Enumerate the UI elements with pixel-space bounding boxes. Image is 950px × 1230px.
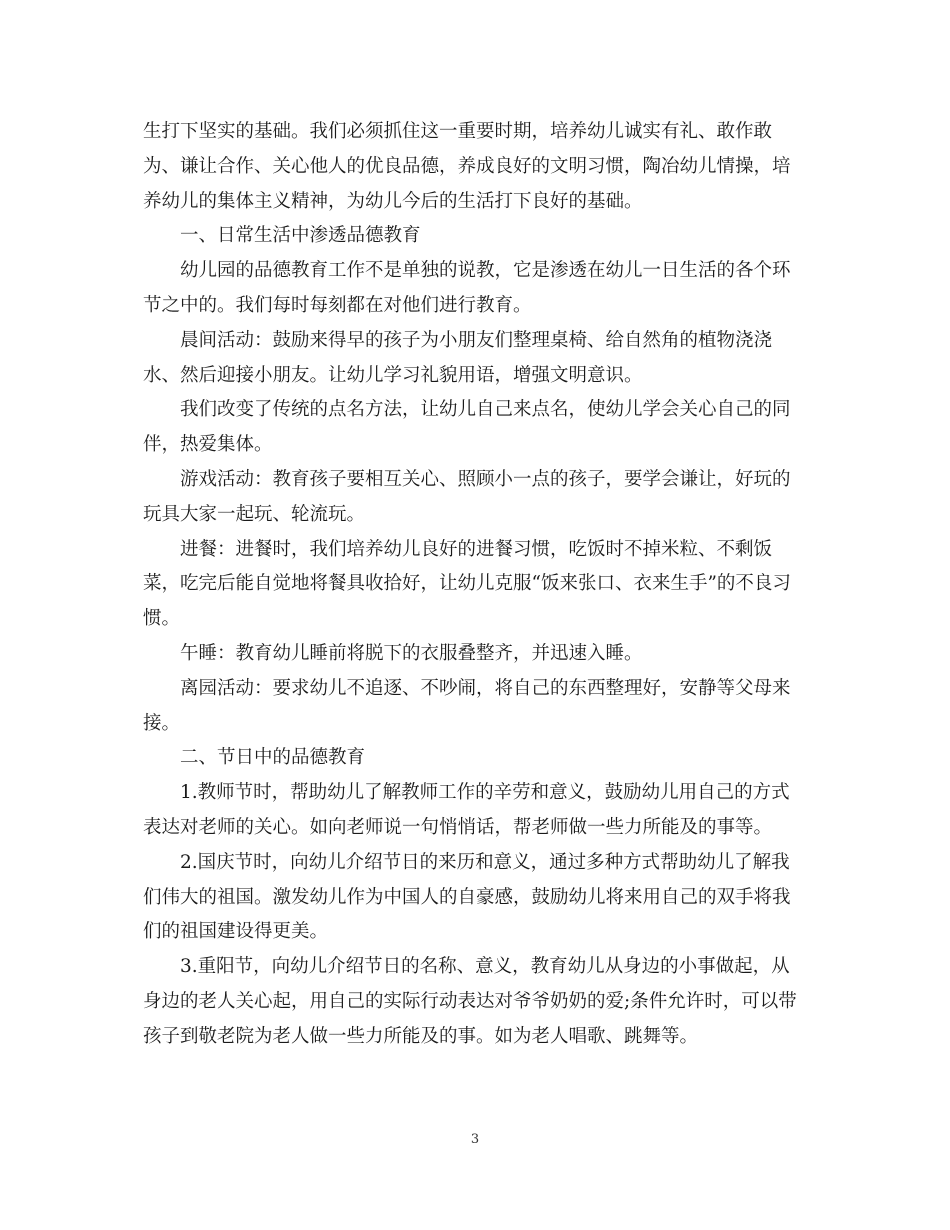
text-line: 表达对老师的关心。如向老师说一句悄悄话，帮老师做一些力所能及的事等。	[143, 816, 773, 838]
text-line: 身边的老人关心起，用自己的实际行动表达对爷爷奶奶的爱;条件允许时，可以带	[143, 990, 797, 1012]
text-line: 离园活动：要求幼儿不追逐、不吵闹，将自己的东西整理好，安静等父母来	[180, 677, 791, 699]
text-line: 接。	[143, 712, 181, 734]
text-line: 午睡：教育幼儿睡前将脱下的衣服叠整齐，并迅速入睡。	[180, 642, 643, 664]
text-line: 我们改变了传统的点名方法，让幼儿自己来点名，使幼儿学会关心自己的同	[180, 399, 791, 421]
text-line: 生打下坚实的基础。我们必须抓住这一重要时期，培养幼儿诚实有礼、敢作敢	[143, 121, 773, 142]
text-line: 养幼儿的集体主义精神，为幼儿今后的生活打下良好的基础。	[143, 190, 643, 212]
text-line: 菜，吃完后能自觉地将餐具收拾好，让幼儿克服“饭来张口、衣来生手”的不良习	[143, 573, 791, 595]
section-heading: 二、节日中的品德教育	[180, 747, 366, 769]
list-item: 2.国庆节时，向幼儿介绍节日的来历和意义，通过多种方式帮助幼儿了解我	[180, 851, 790, 873]
section-heading: 一、日常生活中渗透品德教育	[180, 225, 421, 247]
text-line: 们伟大的祖国。激发幼儿作为中国人的自豪感，鼓励幼儿将来用自己的双手将我	[143, 886, 791, 908]
text-line: 玩具大家一起玩、轮流玩。	[143, 503, 366, 525]
text-line: 游戏活动：教育孩子要相互关心、照顾小一点的孩子，要学会谦让，好玩的	[180, 468, 791, 490]
text-line: 孩子到敬老院为老人做一些力所能及的事。如为老人唱歌、跳舞等。	[143, 1025, 699, 1047]
text-line: 惯。	[143, 608, 181, 630]
text-line: 们的祖国建设得更美。	[143, 921, 329, 943]
text-line: 水、然后迎接小朋友。让幼儿学习礼貌用语，增强文明意识。	[143, 364, 643, 386]
text-line: 节之中的。我们每时每刻都在对他们进行教育。	[143, 294, 532, 316]
page-number: 3	[470, 1132, 480, 1147]
list-item: 1.教师节时，帮助幼儿了解教师工作的辛劳和意义，鼓励幼儿用自己的方式	[180, 782, 790, 804]
text-line: 晨间活动：鼓励来得早的孩子为小朋友们整理桌椅、给自然角的植物浇浇	[180, 329, 773, 351]
text-line: 幼儿园的品德教育工作不是单独的说教，它是渗透在幼儿一日生活的各个环	[180, 260, 791, 282]
body-text	[143, 115, 809, 1055]
text-line: 为、谦让合作、关心他人的优良品德，养成良好的文明习惯，陶冶幼儿情操，培	[143, 155, 791, 177]
text-line: 进餐：进餐时，我们培养幼儿良好的进餐习惯，吃饭时不掉米粒、不剩饭	[180, 538, 773, 560]
text-line: 伴，热爱集体。	[143, 434, 273, 456]
list-item: 3.重阳节，向幼儿介绍节日的名称、意义，教育幼儿从身边的小事做起，从	[180, 956, 790, 978]
